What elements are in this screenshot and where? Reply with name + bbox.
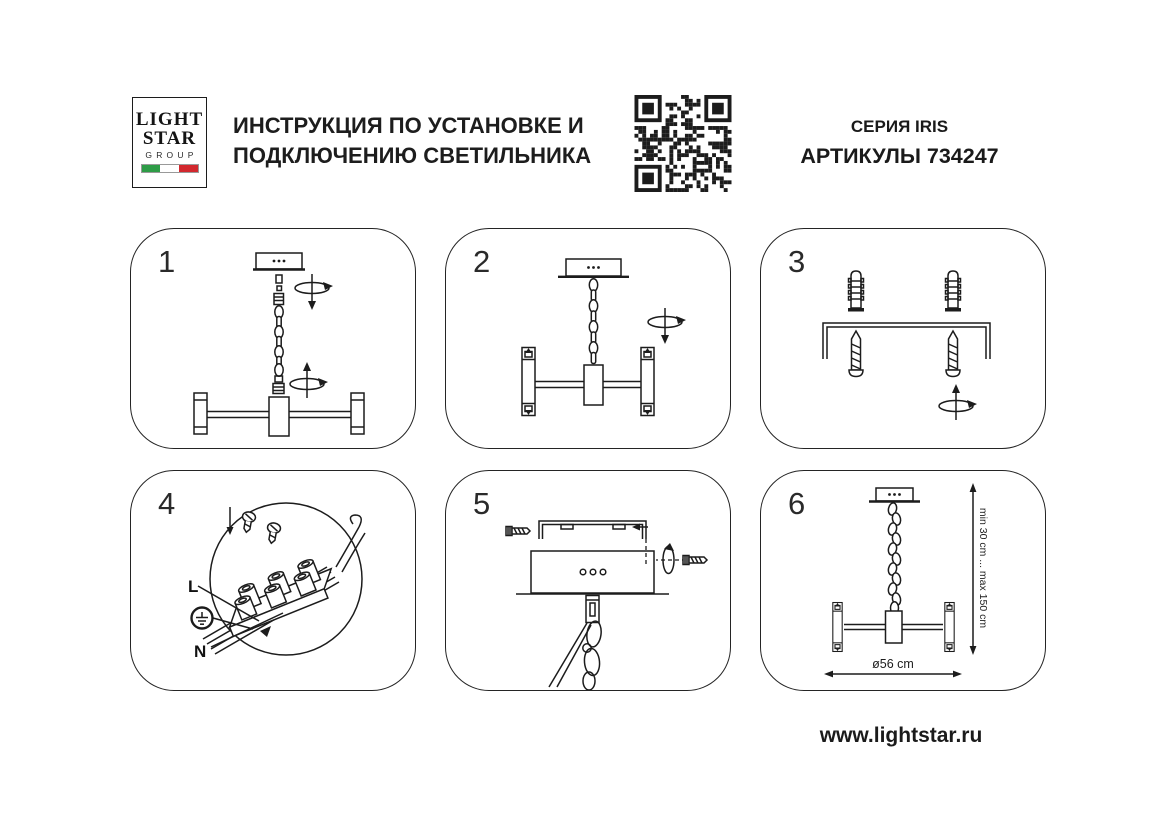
ground-icon [192,608,213,629]
chain [887,502,901,614]
step-number: 1 [158,244,176,279]
step-number: 2 [473,244,491,279]
stem-and-chain [549,596,603,691]
terminal-screws [227,507,282,544]
step-panel-6 [760,470,1046,691]
step-number: 5 [473,486,491,521]
step-panel-5 [445,470,731,691]
fixture-frame [194,393,364,436]
italian-flag-stripe [141,164,199,173]
step-number: 6 [788,486,806,521]
screw-icon [849,331,863,377]
step-panel-3 [760,228,1046,449]
rotate-up-icon [290,362,328,398]
chain [273,275,284,394]
page-title-line1: ИНСТРУКЦИЯ ПО УСТАНОВКЕ И [233,113,584,138]
series-name: СЕРИЯ IRIS [850,117,949,136]
flag-white-segment [160,165,179,172]
lamp-tube-left [522,348,535,416]
step-panel-1 [130,228,416,449]
qr-code-icon [633,95,733,192]
page-title-line2: ПОДКЛЮЧЕНИЮ СВЕТИЛЬНИКА [233,142,592,168]
lamp-tube-right [945,603,954,652]
article-number: АРТИКУЛЫ 734247 [800,144,999,168]
ceiling-canopy [516,551,669,594]
screw-icon [946,331,960,377]
page-title [233,111,633,170]
rotate-down-icon [295,274,333,310]
logo-word-star: STAR [142,128,197,149]
height-range-label: min 30 cm ... max 150 cm [977,507,989,629]
product-info [789,117,1010,169]
ceiling-canopy [253,253,305,270]
live-label: L [188,577,199,596]
lamp-tube-left [833,603,842,652]
mounting-bracket [539,521,648,539]
chain [589,279,597,364]
rotate-up-icon [939,384,977,420]
screw-icon [506,527,530,536]
step-panel-4 [130,470,416,691]
website-url: www.lightstar.ru [819,724,983,747]
ceiling-canopy [869,488,920,502]
height-dimension [970,483,989,655]
rotate-down-icon [648,308,686,344]
lamp-tube-right [641,348,654,416]
step-panel-2 [445,228,731,449]
screw-icon [683,556,707,565]
diameter-label: ø56 cm [872,657,914,671]
neutral-label: N [194,642,207,661]
logo-word-group: GROUP [145,150,198,160]
ceiling-canopy [558,259,629,277]
fixture-frame [522,348,654,416]
wall-plug-icon [848,271,864,312]
mounting-bracket [823,323,990,359]
flag-green-segment [142,165,161,172]
wall-plug-icon [945,271,961,312]
lightstar-logo [132,97,207,188]
step-number: 3 [788,244,806,279]
width-dimension [824,657,962,677]
logo-word-light: LIGHT [135,109,204,130]
qr-code [633,95,733,192]
step-number: 4 [158,486,176,521]
flag-red-segment [179,165,198,172]
